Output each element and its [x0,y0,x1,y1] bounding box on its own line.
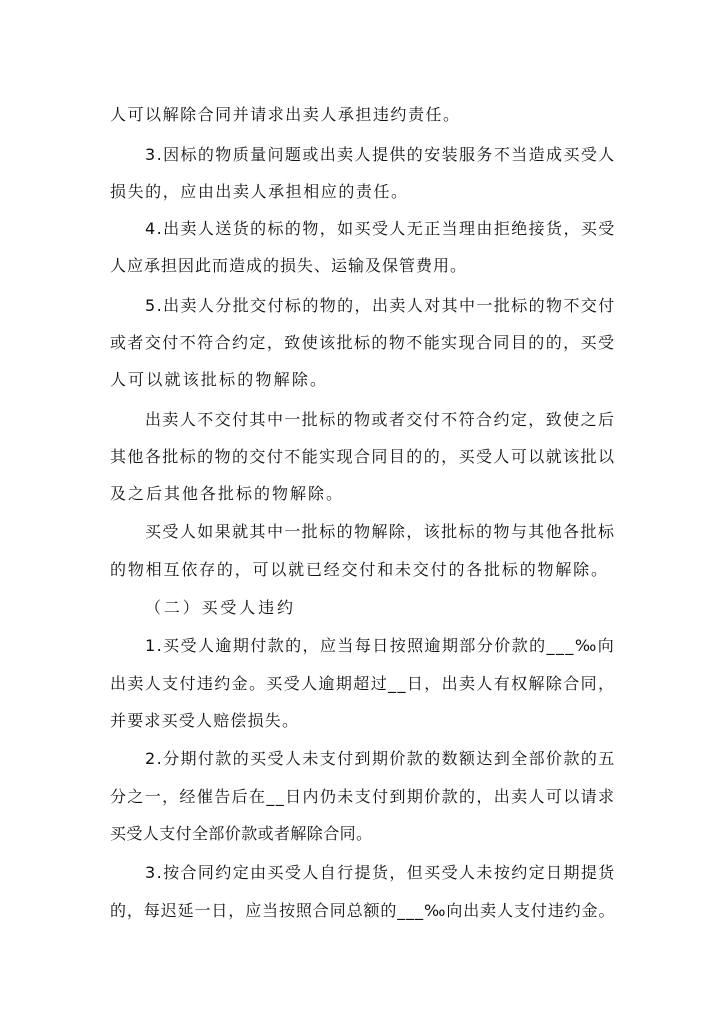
text-line: 损失的，应由出卖人承担相应的责任。 [110,182,409,201]
text-line: 3.因标的物质量问题或出卖人提供的安装服务不当造成买受人 [145,145,616,164]
text-line: 人应承担因此而造成的损失、运输及保管费用。 [110,256,468,275]
text-line: 2.分期付款的买受人未支付到期价款的数额达到全部价款的五 [145,749,616,768]
text-line: 或者交付不符合约定，致使该批标的物不能实现合同目的的，买受 [110,333,616,352]
text-line: 并要求买受人赔偿损失。 [110,711,300,730]
section-heading: （二）买受人违约 [145,598,296,617]
text-line: 的，每迟延一日，应当按照合同总额的___‰向出卖人支付违约金。 [110,901,616,920]
text-line: 及之后其他各批标的物解除。 [110,484,345,503]
text-line: 人可以解除合同并请求出卖人承担违约责任。 [110,105,461,124]
text-line: 买受人如果就其中一批标的物解除，该批标的物与其他各批标 [145,522,616,541]
text-line: 5.出卖人分批交付标的物的，出卖人对其中一批标的物不交付 [145,296,616,315]
text-line: 4.出卖人送货的标的物，如买受人无正当理由拒绝接货，买受 [145,219,616,238]
text-line: 人可以就该批标的物解除。 [110,370,329,389]
text-line: 买受人支付全部价款或者解除合同。 [110,824,373,843]
text-line: 3.按合同约定由买受人自行提货，但买受人未按约定日期提货 [145,863,616,882]
text-line: 出卖人不交付其中一批标的物或者交付不符合约定，致使之后 [145,410,616,429]
text-line: 分之一，经催告后在__日内仍未支付到期价款的，出卖人可以请求 [110,787,616,806]
text-line: 的物相互依存的，可以就已经交付和未交付的各批标的物解除。 [110,560,609,579]
text-line: 出卖人支付违约金。买受人逾期超过__日，出卖人有权解除合同， [110,674,616,693]
text-line: 1.买受人逾期付款的，应当每日按照逾期部分价款的___‰向 [145,636,616,655]
text-line: 其他各批标的物的交付不能实现合同目的的，买受人可以就该批以 [110,447,616,466]
